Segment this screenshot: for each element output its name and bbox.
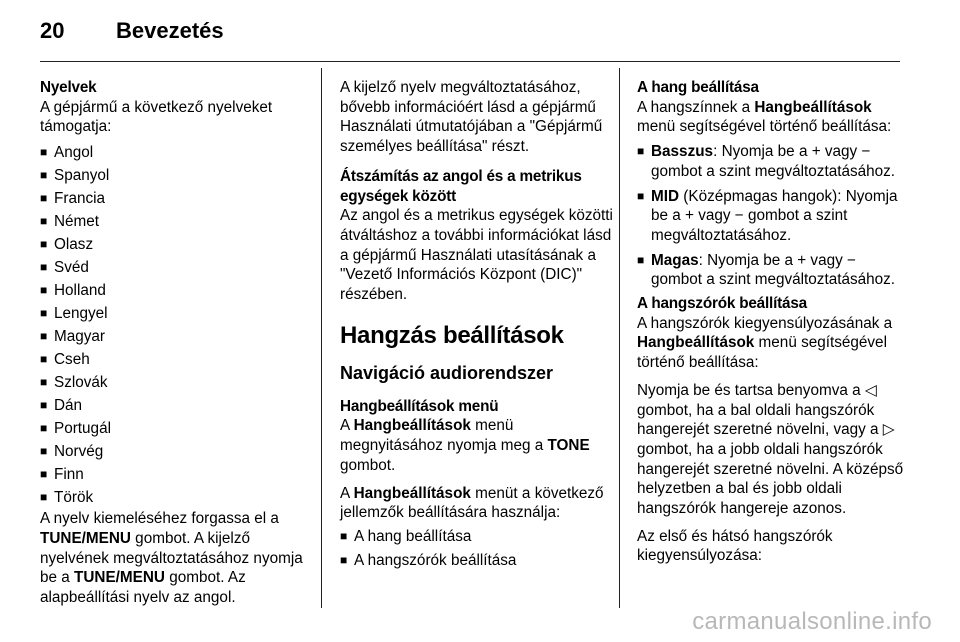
list-item-label: A hangszórók beállítása [354, 551, 517, 569]
sound-menu-items [340, 527, 615, 570]
bullet-icon: ■ [40, 237, 48, 252]
bullet-icon: ■ [40, 352, 48, 367]
list-item-label: Svéd [54, 259, 89, 277]
list-item [40, 256, 310, 279]
list-item-label: Olasz [54, 236, 94, 254]
list-item-label: Holland [54, 282, 106, 300]
list-item [40, 348, 310, 371]
speaker-intro [637, 314, 907, 373]
list-item-label: Angol [54, 144, 94, 162]
fade-text: Az első és hátsó hangszórók kiegyensúlyozása: [637, 527, 833, 565]
list-item-label: Cseh [54, 351, 90, 369]
sound-settings-label: Hangbeállítások [637, 334, 755, 352]
list-item-label: Portugál [54, 420, 111, 438]
languages-intro: A gépjármű a következő nyelveket támogatja: [40, 98, 273, 136]
list-item [40, 463, 310, 486]
list-item-label: Finn [54, 466, 84, 484]
list-item [40, 233, 310, 256]
list-item [40, 417, 310, 440]
high-label: Magas [651, 251, 699, 269]
tone-label: TONE [547, 437, 590, 455]
balance-text: Nyomja be és tartsa benyomva a ◁ gombot, ha a bal oldali hangszórók hangerejét szeretné növelni, vagy a ▷ gombot, ha a jobb oldali hangszórók hangerejét szeretné növelni. A középső helyzetben a bal és jobb oldali hangszórók hangereje azonos. [637, 381, 904, 518]
list-item [340, 527, 615, 547]
tone-heading: A hang beállítása [637, 79, 759, 96]
text-run: A hangszórók kiegyensúlyozásának a [637, 314, 893, 332]
list-item [40, 164, 310, 187]
tune-menu-label: TUNE/MENU [40, 529, 131, 547]
text-run: menü megnyitásához nyomja meg a [340, 417, 548, 455]
sound-menu-use-text [340, 484, 615, 523]
bullet-icon: ■ [40, 283, 48, 298]
text-run: gombot. A kijelző nyelvének megváltoztatásához nyomja be a [40, 529, 303, 587]
list-item [40, 371, 310, 394]
bullet-icon: ■ [40, 467, 48, 482]
speaker-heading: A hangszórók beállítása [637, 295, 807, 313]
list-item [40, 279, 310, 302]
list-item [340, 551, 615, 571]
list-item-label: A hang beállítása [354, 527, 472, 545]
bullet-icon: ■ [40, 444, 48, 459]
list-item [40, 325, 310, 348]
list-item [40, 440, 310, 463]
mid-text: (Középmagas hangok): Nyomja be a + vagy − gombot a szint megváltoztatásához. [651, 187, 898, 244]
sound-menu-heading: Hangbeállítások menü [340, 397, 499, 415]
text-run: gombot. [340, 456, 396, 474]
tone-list [637, 142, 907, 290]
bullet-icon: ■ [40, 191, 48, 206]
bullet-icon: ■ [40, 145, 48, 160]
list-item [40, 141, 310, 164]
text-run: A hangszínnek a [637, 98, 755, 116]
list-item-bass [637, 142, 907, 181]
bullet-icon: ■ [40, 490, 48, 505]
list-item-label: Norvég [54, 443, 104, 461]
language-select-text [40, 509, 310, 608]
list-item-label: Szlovák [54, 374, 108, 392]
bullet-icon: ■ [40, 260, 48, 275]
list-item-label: Francia [54, 190, 106, 208]
list-item-label: Magyar [54, 328, 106, 346]
bass-label: Basszus [651, 143, 714, 161]
list-item-label: Dán [54, 397, 83, 415]
text-run: A [340, 417, 354, 435]
column-1 [40, 78, 310, 608]
bullet-icon: ■ [40, 214, 48, 229]
tune-menu-label: TUNE/MENU [74, 569, 165, 587]
bullet-icon: ■ [637, 252, 645, 267]
column-divider-1 [321, 68, 322, 608]
bullet-icon: ■ [637, 144, 645, 159]
bullet-icon: ■ [40, 398, 48, 413]
list-item-label: Spanyol [54, 167, 110, 185]
list-item [40, 486, 310, 509]
column-divider-2 [619, 68, 620, 608]
bullet-icon: ■ [340, 552, 348, 567]
languages-heading: Nyelvek [40, 79, 97, 96]
conversion-text: Az angol és a metrikus egységek közötti átváltáshoz a további információkat lásd a gépjármű Használati utasításának a "Vezető Információs Központ (DIC)" részében. [340, 207, 613, 304]
change-language-text: A kijelző nyelv megváltoztatásához, bővebb információért lásd a gépjármű Használati útmutatójában a "Gépjármű személyes beállítása" részt. [340, 79, 603, 156]
list-item [40, 187, 310, 210]
page-header [40, 18, 224, 48]
list-item [40, 302, 310, 325]
list-item-high [637, 251, 907, 290]
text-run: menüt a következő jellemzők beállítására használja: [340, 484, 604, 522]
header-rule [40, 61, 900, 62]
conversion-heading: Átszámítás az angol és a metrikus egységek között [340, 167, 582, 205]
text-run: menü segítségével történő beállítása: [637, 118, 892, 136]
sound-menu-open-text [340, 416, 615, 475]
text-run: menü segítségével történő beállítása: [637, 334, 887, 372]
bass-text: : Nyomja be a + vagy − gombot a szint megváltoztatásához. [651, 143, 896, 180]
bullet-icon: ■ [40, 168, 48, 183]
sound-settings-heading: Hangzás beállítások [340, 321, 564, 349]
column-2 [340, 78, 615, 570]
tone-intro [637, 98, 907, 137]
mid-label: MID [651, 187, 680, 205]
high-text: : Nyomja be a + vagy − gombot a szint megváltoztatásához. [651, 251, 896, 289]
sound-settings-label: Hangbeállítások [353, 417, 471, 435]
list-item [40, 210, 310, 233]
bullet-icon: ■ [40, 329, 48, 344]
sound-settings-label: Hangbeállítások [353, 484, 471, 502]
text-run: A nyelv kiemeléséhez forgassa el a [40, 510, 279, 528]
page-number: 20 [40, 18, 65, 43]
list-item-mid [637, 187, 907, 246]
sound-settings-label: Hangbeállítások [754, 98, 872, 116]
navigation-audio-heading: Navigáció audiorendszer [340, 362, 554, 383]
list-item-label: Lengyel [54, 305, 108, 323]
bullet-icon: ■ [40, 375, 48, 390]
bullet-icon: ■ [40, 306, 48, 321]
languages-list [40, 141, 310, 509]
section-title: Bevezetés [116, 18, 224, 43]
text-run: A [340, 484, 354, 502]
column-3 [637, 78, 907, 566]
text-run: gombot. Az alapbeállítási nyelv az angol. [40, 569, 246, 606]
list-item-label: Német [54, 213, 100, 231]
list-item [40, 394, 310, 417]
bullet-icon: ■ [40, 421, 48, 436]
bullet-icon: ■ [340, 528, 348, 543]
watermark: carmanualsonline.info [692, 608, 932, 635]
list-item-label: Török [54, 489, 94, 507]
bullet-icon: ■ [637, 188, 645, 203]
